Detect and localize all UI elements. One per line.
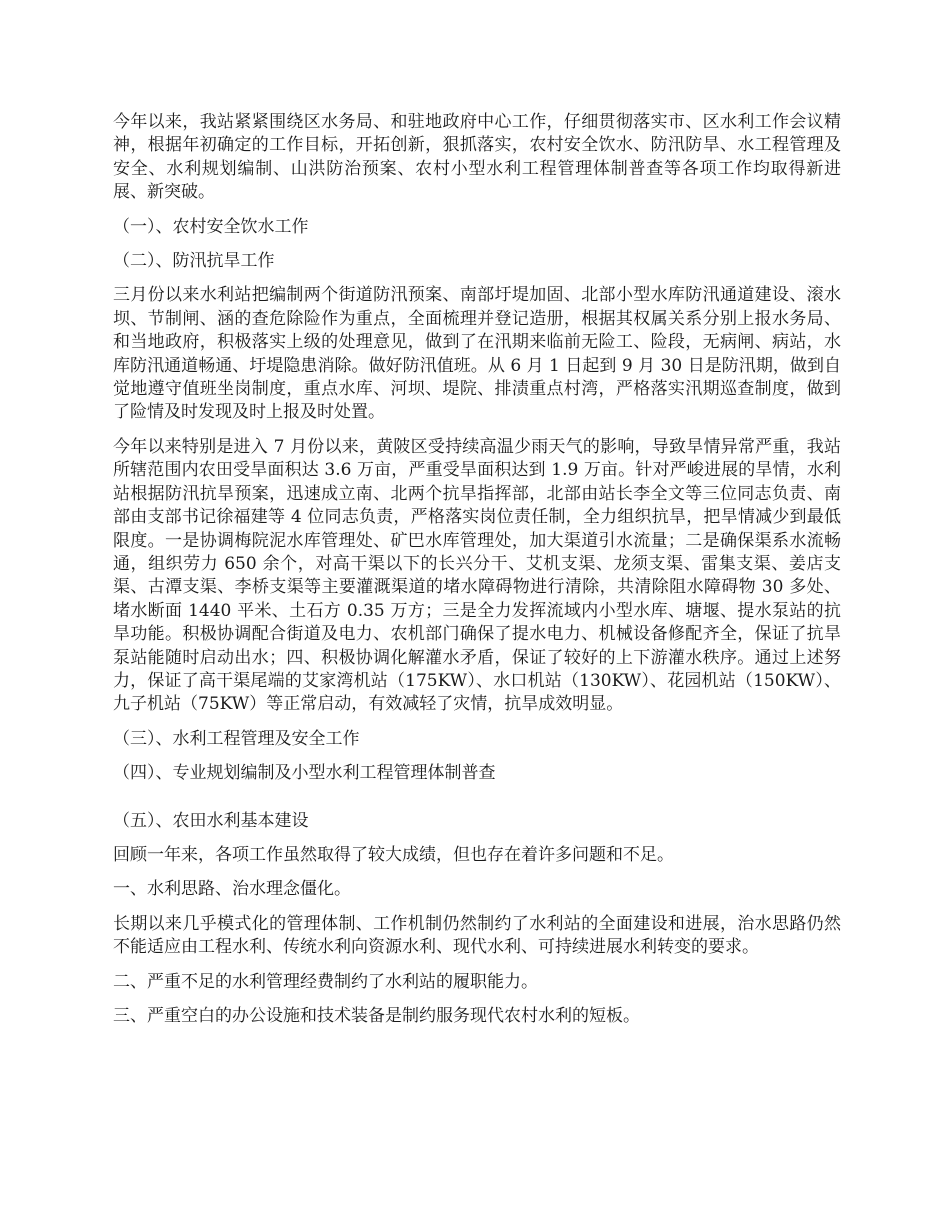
document-body xyxy=(113,111,841,1039)
flood-control-paragraph: 三月份以来水利站把编制两个街道防汛预案、南部圩堤加固、北部小型水库防汛通道建设、滚水坝、节制闸、涵的查危除险作为重点，全面梳理并登记造册，根据其权属关系分别上报水务局、和当地政府，积极落实上级的处理意见，做到了在汛期来临前无险工、险段，无病闸、病站，水库防汛通道畅通、圩堤隐患消除。做好防汛值班。从 6 月 1 日起到 9 月 30 日是防汛期，做到自觉地遵守值班坐岗制度，重点水库、河坝、堤院、排渍重点村湾，严格落实汛期巡查制度，做到了险情及时发现及时上报及时处置。 xyxy=(113,285,841,423)
section-heading-project-management: （三）、水利工程管理及安全工作 xyxy=(113,728,360,749)
review-paragraph: 回顾一年来，各项工作虽然取得了较大成绩，但也存在着许多问题和不足。 xyxy=(113,844,674,865)
problem-detail-paragraph: 长期以来几乎模式化的管理体制、工作机制仍然制约了水利站的全面建设和进展，治水思路仍然不能适应由工程水利、传统水利向资源水利、现代水利、可持续进展水利转变的要求。 xyxy=(113,913,841,958)
section-heading-planning-survey: （四）、专业规划编制及小型水利工程管理体制普查 xyxy=(113,763,496,784)
intro-paragraph: 今年以来，我站紧紧围绕区水务局、和驻地政府中心工作，仔细贯彻落实市、区水利工作会议精神，根据年初确定的工作目标，开拓创新，狠抓落实，农村安全饮水、防汛防旱、水工程管理及安全、水利规划编制、山洪防治预案、农村小型水利工程管理体制普查等各项工作均取得新进展、新突破。 xyxy=(113,112,841,203)
section-heading-farmland-construction: （五）、农田水利基本建设 xyxy=(113,810,309,831)
problem-heading-2: 二、严重不足的水利管理经费制约了水利站的履职能力。 xyxy=(113,971,538,992)
section-heading-rural-drinking-water: （一）、农村安全饮水工作 xyxy=(113,216,309,237)
problem-heading-3: 三、严重空白的办公设施和技术装备是制约服务现代农村水利的短板。 xyxy=(113,1006,640,1026)
problem-heading-1: 一、水利思路、治水理念僵化。 xyxy=(113,879,351,900)
drought-relief-paragraph: 今年以来特别是进入 7 月份以来，黄陂区受持续高温少雨天气的影响，导致旱情异常严重，我站所辖范围内农田受旱面积达 3.6 万亩，严重受旱面积达到 1.9 万亩。针对严峻进展的旱情，水利站根据防汛抗旱预案，迅速成立南、北两个抗旱指挥部，北部由站长李全文等三位同志负责、南部由支部书记徐福建等 4 位同志负责，严格落实岗位责任制，全力组织抗旱，把旱情减少到最低限度。一是协调梅院泥水库管理处、矿巴水库管理处，加大渠道引水流量；二是确保渠系水流畅通，组织劳力 650 余个，对高干渠以下的长兴分干、艾机支渠、龙须支渠、雷集支渠、姜店支渠、古潭支渠、李桥支渠等主要灌溉渠道的堵水障碍物进行清除，共清除阻水障碍物 30 多处、堵水断面 1440 平米、土石方 0.35 万方；三是全力发挥流域内小型水库、塘堰、提水泵站的抗旱功能。积极协调配合街道及电力、农机部门确保了提水电力、机械设备修配齐全，保证了抗旱泵站能随时启动出水；四、积极协调化解灌水矛盾，保证了较好的上下游灌水秩序。通过上述努力，保证了高干渠尾端的艾家湾机站（175KW）、水口机站（130KW）、花园机站（150KW）、九子机站（75KW）等正常启动，有效减轻了灾情，抗旱成效明显。 xyxy=(113,436,841,715)
section-heading-flood-drought: （二）、防汛抗旱工作 xyxy=(113,251,275,272)
